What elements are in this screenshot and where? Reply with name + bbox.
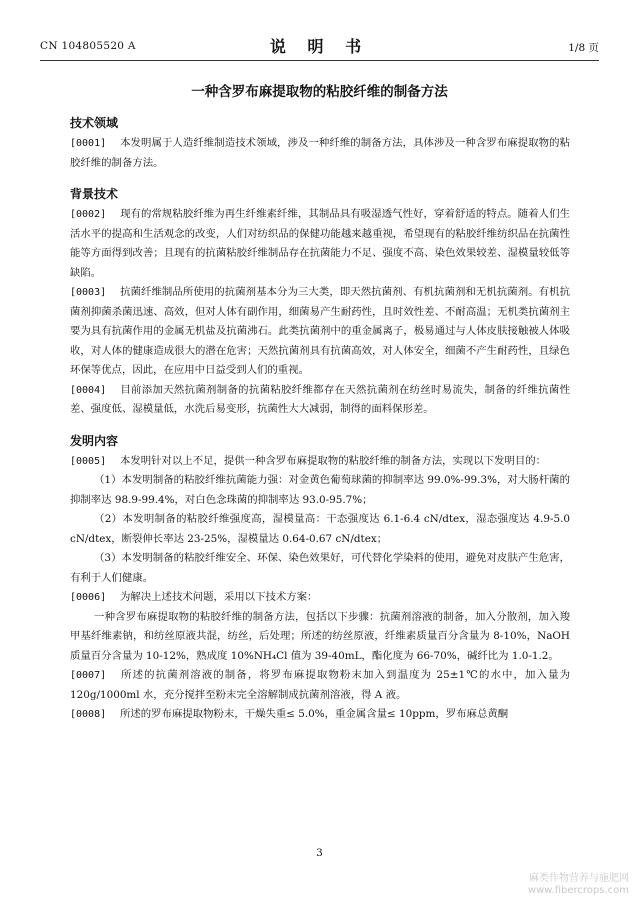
patent-number: CN 104805520 A: [40, 40, 136, 52]
paragraph-number: [0007]: [70, 670, 107, 681]
paragraph-0004: [70, 381, 570, 420]
paragraph-number: [0001]: [70, 138, 107, 149]
paragraph-0006-body: 一种含罗布麻提取物的粘胶纤维的制备方法，包括以下步骤：抗菌剂溶液的制备，加入分散剂，加入羧甲基纤维素钠，和纺丝原液共混，纺丝，后处理；所述的纺丝原液，纤维素质量百分含量为 8-10%，NaOH 质量百分含量为 10-12%，熟成度 10%NH₄Cl 值为 39-40mL，酯化度为 66-70%，碱纤比为 1.0-1.2。: [70, 610, 570, 662]
paragraph-0002: [70, 205, 570, 283]
document-title: 一种含罗布麻提取物的粘胶纤维的制备方法: [191, 84, 448, 100]
site-watermark: [528, 873, 629, 897]
paragraph-0005-item-3: （3）本发明制备的粘胶纤维安全、环保、染色效果好，可代替化学染料的使用，避免对皮肤产生危害，有利于人们健康。: [70, 552, 570, 584]
paragraph-text: 为解决上述技术问题，采用以下技术方案：: [120, 591, 318, 603]
section-heading-field: 技术领域: [70, 116, 119, 130]
paragraph-0007: [70, 666, 570, 705]
paragraph-text: 本发明针对以上不足，提供一种含罗布麻提取物的粘胶纤维的制备方法，实现以下发明目的：: [120, 454, 547, 467]
paragraph-0005-item-2: （2）本发明制备的粘胶纤维强度高，湿模量高：干态强度达 6.1-6.4 cN/dtex，湿态强度达 4.9-5.0 cN/dtex，断裂伸长率达 23-25%，湿模量达 0.64-0.67 cN/dtex；: [70, 513, 570, 545]
header-rule: [40, 60, 599, 61]
paragraph-number: [0004]: [70, 384, 107, 396]
paragraph-number: [0002]: [70, 209, 107, 220]
paragraph-number: [0003]: [70, 287, 107, 298]
paragraph-text: 所述的抗菌剂溶液的制备，将罗布麻提取物粉末加入到温度为 25±1℃的水中，加入量为 120g/1000ml 水，充分搅拌至粉末完全溶解制成抗菌剂溶液，得 A 液。: [70, 669, 570, 701]
paragraph-text: 现有的常规粘胶纤维为再生纤维素纤维，其制品具有吸湿透气性好，穿着舒适的特点。随着人们生活水平的提高和生活观念的改变，人们对纺织品的保健功能越来越重视，希望现有的粘胶纤维纺织品在抗菌性能等方面得到改善；且现有的抗菌粘胶纤维制品存在抗菌能力不足、强度不高、染色效果较差、湿模量较低等缺陷。: [70, 208, 570, 279]
paragraph-0005-item-1: （1）本发明制备的粘胶纤维抗菌能力强：对金黄色葡萄球菌的抑制率达 99.0%-99.3%，对大肠杆菌的抑制率达 98.9-99.4%，对白色念珠菌的抑制率达 93.0-95.7%；: [70, 474, 570, 506]
page-header: [40, 34, 599, 56]
document-type-heading: 说 明 书: [269, 37, 370, 56]
paragraph-number: [0008]: [70, 709, 107, 720]
paragraph-text: 本发明属于人造纤维制造技术领域，涉及一种纤维的制备方法，具体涉及一种含罗布麻提取物的粘胶纤维的制备方法。: [70, 137, 570, 169]
paragraph-0006: [70, 588, 570, 608]
paragraph-text: 目前添加天然抗菌剂制备的抗菌粘胶纤维都存在天然抗菌剂在纺丝时易流失，制备的纤维抗菌性差、强度低、湿模量低，水洗后易变形，抗菌性大大减弱，制得的面料保形差。: [70, 383, 570, 415]
section-heading-summary: 发明内容: [70, 433, 119, 448]
paragraph-text: 所述的罗布麻提取物粉末，干燥失重≤ 5.0%，重金属含量≤ 10ppm，罗布麻总黄酮: [120, 708, 509, 720]
paragraph-0003: [70, 283, 570, 381]
watermark-url: www.fibercrops.com: [527, 885, 629, 896]
paragraph-0005: [70, 452, 570, 472]
paragraph-number: [0005]: [70, 455, 107, 467]
section-heading-background: 背景技术: [70, 187, 119, 201]
page-number: 3: [316, 847, 323, 859]
paragraph-0001: [70, 134, 570, 173]
paragraph-0008: [70, 705, 570, 725]
paragraph-number: [0006]: [70, 592, 107, 603]
document-body: [70, 112, 570, 725]
page-indicator: 1/8 页: [568, 42, 599, 54]
paragraph-text: 抗菌纤维制品所使用的抗菌剂基本分为三大类，即天然抗菌剂、有机抗菌剂和无机抗菌剂。有机抗菌剂抑菌杀菌迅速、高效，但对人体有副作用，细菌易产生耐药性，且时效性差、不耐高温；无机类抗菌剂主要为具有抗菌作用的金属无机盐及抗菌沸石。此类抗菌剂中的重金属离子，极易通过与人体皮肤接触被人体吸收，对人体的健康造成很大的潜在危害；天然抗菌剂具有抗菌高效，对人体安全，细菌不产生耐药性，且绿色环保等优点，因此，在应用中日益受到人们的重视。: [70, 286, 570, 376]
watermark-title: 麻类作物营养与施肥网: [529, 873, 629, 884]
